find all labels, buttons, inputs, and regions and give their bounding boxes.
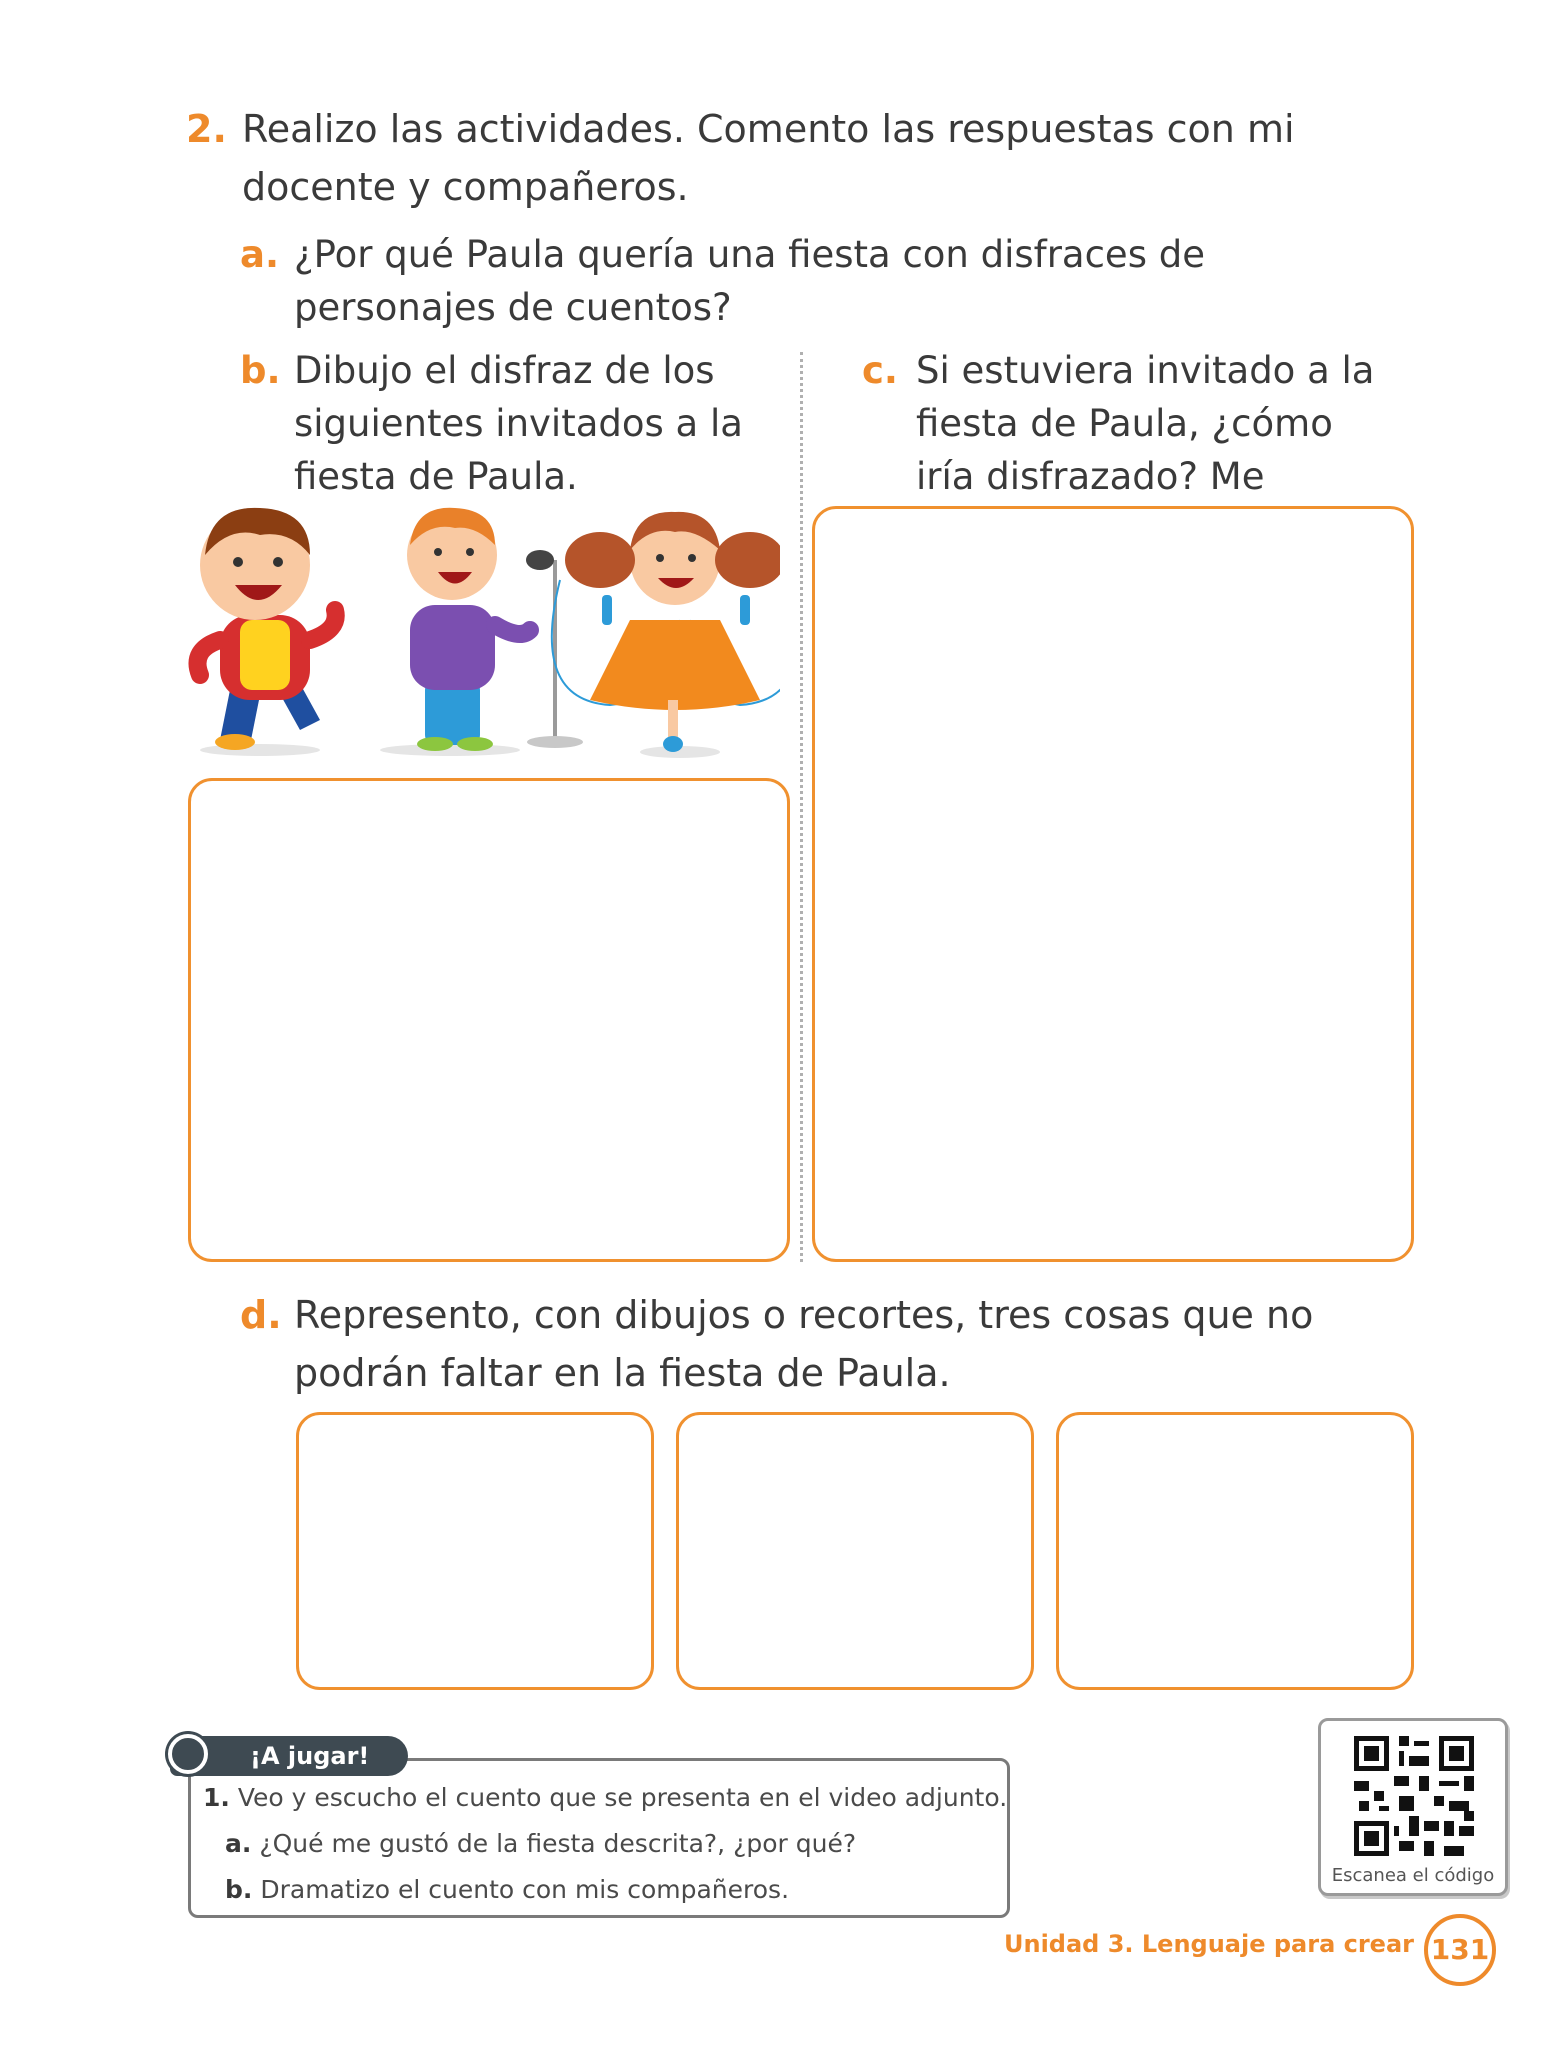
play-activity-box <box>188 1758 1010 1918</box>
item-d <box>240 1286 1420 1402</box>
jumping-girl-figure <box>552 512 780 758</box>
drawing-box-d-1[interactable] <box>296 1412 654 1690</box>
page-number: 131 <box>1424 1914 1496 1986</box>
play-line-3-text: Dramatizo el cuento con mis compañeros. <box>260 1875 790 1904</box>
play-line-3-letter: b. <box>225 1875 253 1904</box>
item-b-letter: b. <box>240 349 281 392</box>
qr-caption: Escanea el código <box>1331 1865 1495 1886</box>
play-line-1-text: Veo y escucho el cuento que se presenta en el video adjunto. <box>237 1783 1008 1812</box>
unit-footer: Unidad 3. Lenguaje para crear <box>1004 1930 1414 1958</box>
item-b <box>240 344 760 503</box>
item-a-text: ¿Por qué Paula quería una fiesta con disfraces de personajes de cuentos? <box>294 233 1205 329</box>
item-d-text: Represento, con dibujos o recortes, tres cosas que no podrán faltar en la fiesta de Paula. <box>294 1293 1314 1395</box>
item-a <box>240 228 1390 334</box>
play-line-3 <box>225 1875 789 1904</box>
item-a-letter: a. <box>240 233 280 276</box>
drawing-box-d-3[interactable] <box>1056 1412 1414 1690</box>
play-line-2-text: ¿Qué me gustó de la fiesta descrita?, ¿por qué? <box>259 1829 857 1858</box>
drawing-box-c[interactable] <box>812 506 1414 1262</box>
running-boy-figure <box>198 508 336 756</box>
question-2 <box>186 100 1416 216</box>
qr-code-icon[interactable] <box>1349 1731 1479 1861</box>
question-text: Realizo las actividades. Comento las respuestas con mi docente y compañeros. <box>242 107 1295 209</box>
qr-card[interactable] <box>1318 1718 1508 1896</box>
item-b-text: Dibujo el disfraz de los siguientes invitados a la fiesta de Paula. <box>294 349 743 498</box>
play-line-2-letter: a. <box>225 1829 252 1858</box>
play-line-1 <box>203 1783 1007 1812</box>
question-number: 2. <box>186 107 227 151</box>
drawing-box-b[interactable] <box>188 778 790 1262</box>
play-tab-dot-icon <box>168 1734 208 1774</box>
drawing-box-d-2[interactable] <box>676 1412 1034 1690</box>
item-c-text: Si estuviera invitado a la fiesta de Paula, ¿cómo iría disfrazado? Me <box>916 349 1375 498</box>
play-line-2 <box>225 1829 856 1858</box>
column-divider <box>800 352 803 1262</box>
item-c-letter: c. <box>862 349 898 392</box>
play-tab-label: ¡A jugar! <box>250 1742 370 1770</box>
item-d-letter: d. <box>240 1293 282 1337</box>
children-illustration <box>180 500 780 760</box>
play-line-1-number: 1. <box>203 1783 230 1812</box>
